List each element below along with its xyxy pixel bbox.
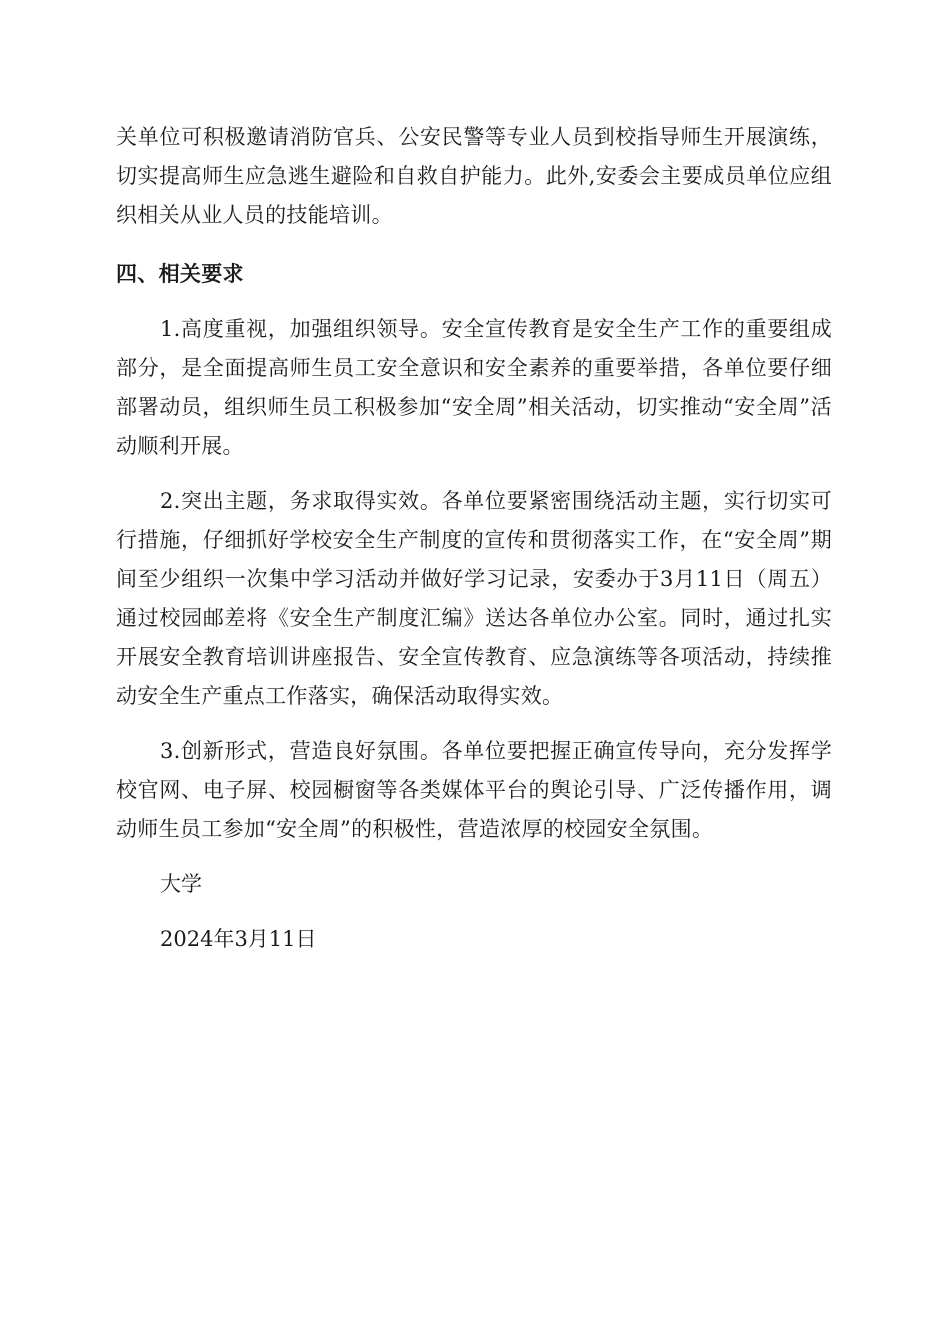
requirement-paragraph-1: 1.高度重视，加强组织领导。安全宣传教育是安全生产工作的重要组成部分，是全面提高师生员工安全意识和安全素养的重要举措，各单位要仔细部署动员，组织师生员工积极参加“安全周”相关活动，切实推动“安全周”活动顺利开展。 [116, 317, 832, 458]
section-heading: 四、相关要求 [116, 262, 244, 286]
requirement-paragraph-3: 3.创新形式，营造良好氛围。各单位要把握正确宣传导向，充分发挥学校官网、电子屏、校园橱窗等各类媒体平台的舆论引导、广泛传播作用，调动师生员工参加“安全周”的积极性，营造浓厚的校园安全氛围。 [116, 739, 832, 841]
document-body [116, 118, 832, 959]
signature: 大学 [160, 872, 202, 896]
document-date: 2024年3月11日 [160, 927, 317, 951]
requirement-paragraph-2: 2.突出主题，务求取得实效。各单位要紧密围绕活动主题，实行切实可行措施，仔细抓好学校安全生产制度的宣传和贯彻落实工作，在“安全周”期间至少组织一次集中学习活动并做好学习记录，安委办于3月11日（周五）通过校园邮差将《安全生产制度汇编》送达各单位办公室。同时，通过扎实开展安全教育培训讲座报告、安全宣传教育、应急演练等各项活动，持续推动安全生产重点工作落实，确保活动取得实效。 [116, 489, 832, 708]
intro-paragraph: 关单位可积极邀请消防官兵、公安民警等专业人员到校指导师生开展演练，切实提高师生应急逃生避险和自救自护能力。此外,安委会主要成员单位应组织相关从业人员的技能培训。 [116, 125, 832, 227]
